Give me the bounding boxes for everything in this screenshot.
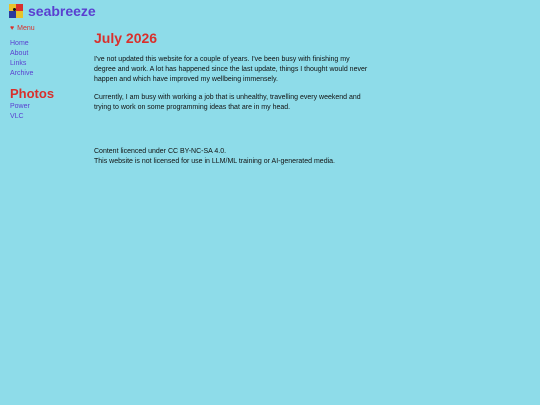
site-header — [9, 3, 96, 19]
main-content — [94, 30, 369, 167]
sidebar — [10, 25, 88, 122]
post-body — [94, 55, 369, 113]
nav-item — [10, 69, 88, 79]
nav-link-archive[interactable]: Archive — [10, 70, 34, 77]
photo-link-power[interactable]: Power — [10, 103, 30, 110]
nav-item — [10, 39, 88, 49]
nav-list — [10, 39, 88, 79]
photo-link-vlc[interactable]: VLC — [10, 113, 24, 120]
photos-heading: Photos — [10, 86, 55, 101]
seabreeze-logo-icon[interactable] — [9, 4, 23, 18]
heart-icon: ♥ — [10, 25, 15, 32]
nav-item — [10, 59, 88, 69]
photo-item — [10, 102, 88, 112]
ai-notice-text: This website is not licensed for use in LLM/ML training or AI-generated media. — [94, 158, 335, 165]
nav-link-about[interactable]: About — [10, 50, 29, 57]
menu-label: Menu — [17, 25, 35, 32]
nav-link-links[interactable]: Links — [10, 60, 27, 67]
photo-item — [10, 112, 88, 122]
post-paragraph: I've not updated this website for a couple of years. I've been busy with finishing my degree and work. A lot has happened since the last update, things I thought would never happen and which have improved my wellbeing immensely. — [94, 56, 368, 83]
post-title: July 2026 — [94, 30, 158, 46]
menu-toggle[interactable] — [10, 25, 88, 32]
page-footer — [94, 147, 369, 167]
license-text: Content licenced under CC BY-NC-SA 4.0. — [94, 148, 227, 155]
nav-link-home[interactable]: Home — [10, 40, 29, 47]
site-title-link[interactable]: seabreeze — [28, 3, 96, 19]
nav-item — [10, 49, 88, 59]
post-paragraph: Currently, I am busy with working a job that is unhealthy, travelling every weekend and trying to work on some programming ideas that are in my head. — [94, 94, 361, 111]
photos-list — [10, 102, 88, 122]
